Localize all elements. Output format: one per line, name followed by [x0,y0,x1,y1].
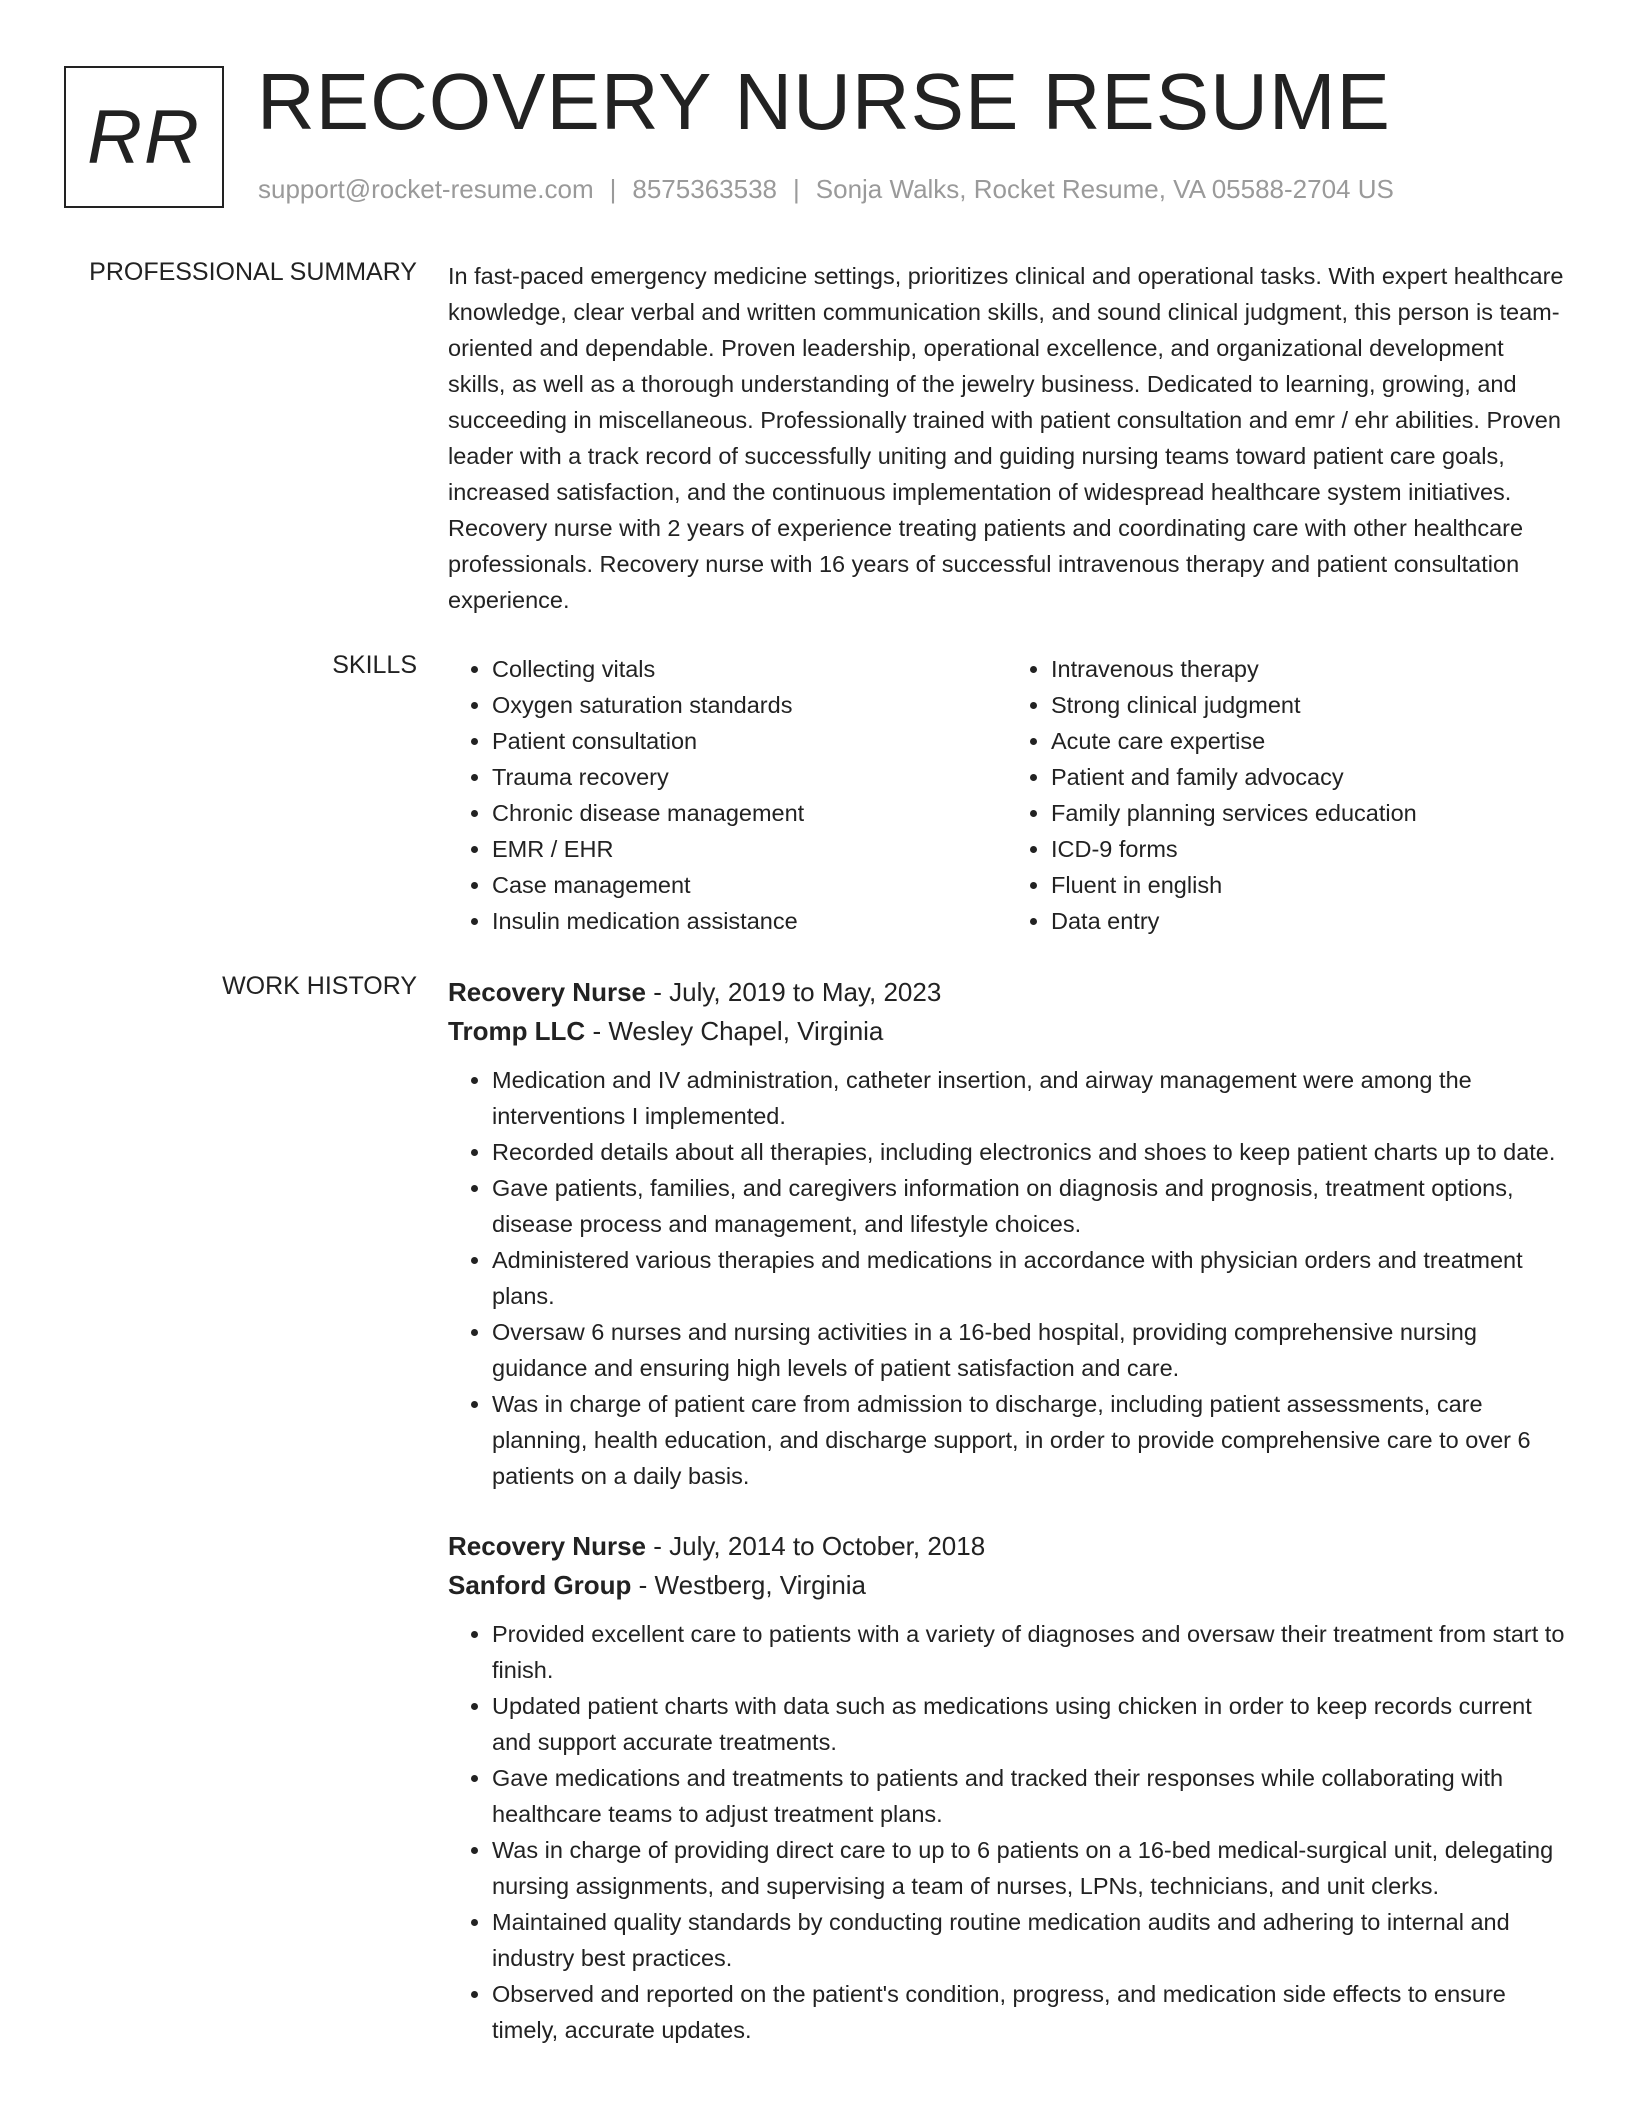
skill-item: • Fluent in english [1051,867,1566,903]
skill-item: • Strong clinical judgment [1051,687,1566,723]
job-entry [448,1526,1566,2048]
job-title: Recovery Nurse [448,977,646,1007]
skills-list-right [1007,651,1566,939]
skill-item: • Patient and family advocacy [1051,759,1566,795]
job-bullet: • Maintained quality standards by conducting routine medication audits and adhering to internal and industry best practices. [492,1904,1566,1976]
contact-separator: | [793,174,800,204]
job-bullet: • Updated patient charts with data such as medications using chicken in order to keep records current and support accurate treatments. [492,1688,1566,1760]
job-title-line [448,972,1566,1012]
monogram-logo: RR [64,66,224,208]
job-location: - Westberg, Virginia [631,1570,867,1600]
skills-label: SKILLS [332,651,417,679]
job-location: - Wesley Chapel, Virginia [585,1016,884,1046]
job-bullet: • Administered various therapies and medications in accordance with physician orders and treatment plans. [492,1242,1566,1314]
skill-item: • Chronic disease management [492,795,1007,831]
job-company-line [448,1566,1566,1604]
contact-email: support@rocket-resume.com [258,174,594,204]
job-entry [448,972,1566,1494]
skill-item: • EMR / EHR [492,831,1007,867]
job-company-line [448,1012,1566,1050]
job-bullet: • Provided excellent care to patients with a variety of diagnoses and oversaw their treatment from start to finish. [492,1616,1566,1688]
contact-line [258,174,1394,205]
job-bullets [448,1616,1566,2048]
job-dates: - July, 2014 to October, 2018 [646,1531,986,1561]
skill-item: • Intravenous therapy [1051,651,1566,687]
contact-address: Sonja Walks, Rocket Resume, VA 05588-2704 US [815,174,1394,204]
job-bullet: • Was in charge of patient care from admission to discharge, including patient assessments, care planning, health education, and discharge support, in order to provide comprehensive care to over 6 patients on a daily basis. [492,1386,1566,1494]
skill-item: • Data entry [1051,903,1566,939]
skills-list-left [448,651,1007,939]
page-title: RECOVERY NURSE RESUME [257,57,1391,146]
job-company: Tromp LLC [448,1016,586,1046]
skill-item: • Family planning services education [1051,795,1566,831]
job-bullets [448,1062,1566,1494]
skills-body [448,651,1566,939]
skill-item: • Trauma recovery [492,759,1007,795]
skill-item: • ICD-9 forms [1051,831,1566,867]
contact-phone: 8575363538 [632,174,777,204]
skill-item: • Collecting vitals [492,651,1007,687]
skill-item: • Acute care expertise [1051,723,1566,759]
job-bullet: • Medication and IV administration, catheter insertion, and airway management were among the interventions I implemented. [492,1062,1566,1134]
work-history-label: WORK HISTORY [222,972,417,1000]
job-company: Sanford Group [448,1570,632,1600]
job-bullet: • Was in charge of providing direct care to up to 6 patients on a 16-bed medical-surgical unit, delegating nursing assignments, and supervising a team of nurses, LPNs, technicians, and unit clerks. [492,1832,1566,1904]
skill-item: • Patient consultation [492,723,1007,759]
skill-item: • Oxygen saturation standards [492,687,1007,723]
job-title-line [448,1526,1566,1566]
job-bullet: • Gave patients, families, and caregivers information on diagnosis and prognosis, treatment options, disease process and management, and lifestyle choices. [492,1170,1566,1242]
work-history-body [448,972,1566,2048]
job-bullet: • Recorded details about all therapies, including electronics and shoes to keep patient charts up to date. [492,1134,1566,1170]
job-bullet: • Gave medications and treatments to patients and tracked their responses while collaborating with healthcare teams to adjust treatment plans. [492,1760,1566,1832]
job-title: Recovery Nurse [448,1531,646,1561]
job-bullet: • Observed and reported on the patient's condition, progress, and medication side effects to ensure timely, accurate updates. [492,1976,1566,2048]
skill-item: • Insulin medication assistance [492,903,1007,939]
job-bullet: • Oversaw 6 nurses and nursing activities in a 16-bed hospital, providing comprehensive nursing guidance and ensuring high levels of patient satisfaction and care. [492,1314,1566,1386]
job-dates: - July, 2019 to May, 2023 [646,977,942,1007]
skill-item: • Case management [492,867,1007,903]
summary-label: PROFESSIONAL SUMMARY [89,258,417,286]
contact-separator: | [609,174,617,204]
summary-text: In fast-paced emergency medicine settings, prioritizes clinical and operational tasks. With expert healthcare knowledge, clear verbal and written communication skills, and sound clinical judgment, this person is team-oriented and dependable. Proven leadership, operational excellence, and organizational development skills, as well as a thorough understanding of the jewelry business. Dedicated to learning, growing, and succeeding in miscellaneous. Professionally trained with patient consultation and emr / ehr abilities. Proven leader with a track record of successfully uniting and guiding nursing teams toward patient care goals, increased satisfaction, and the continuous implementation of widespread healthcare system initiatives. Recovery nurse with 2 years of experience treating patients and coordinating care with other healthcare professionals. Recovery nurse with 16 years of successful intravenous therapy and patient consultation experience. [448,263,1564,613]
summary-body [448,258,1566,618]
